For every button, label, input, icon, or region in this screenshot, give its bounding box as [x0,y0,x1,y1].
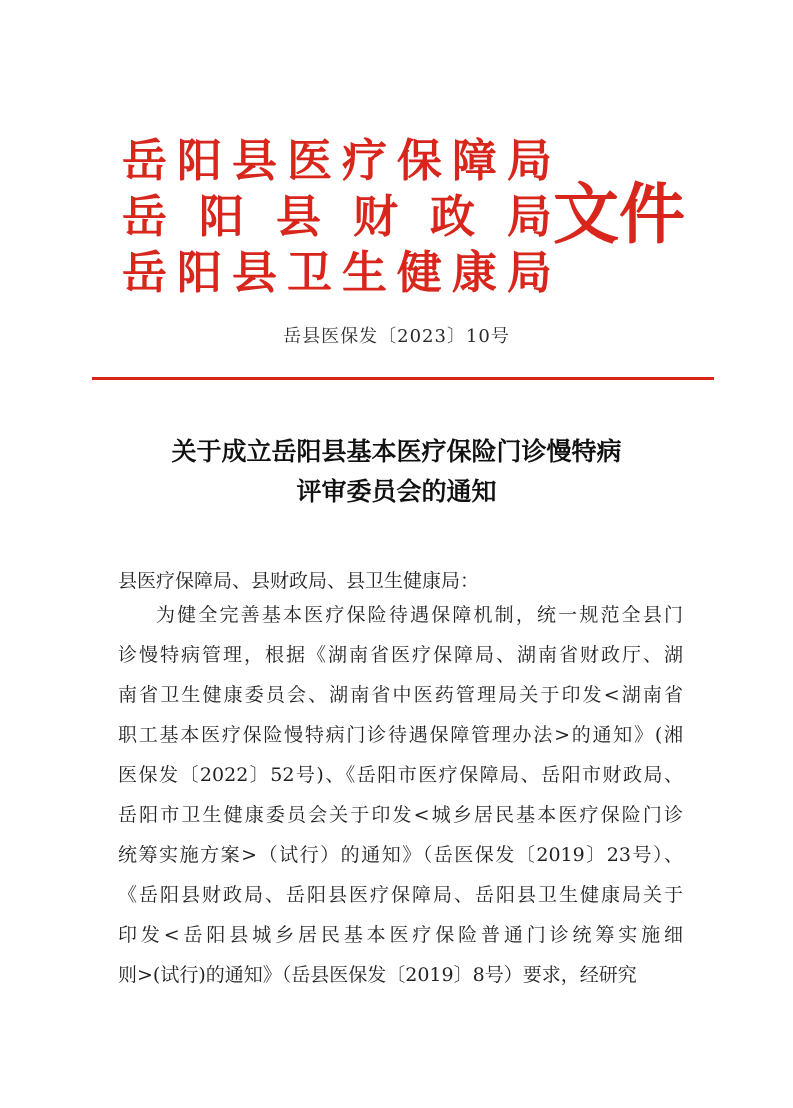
body-line: 印发<岳阳县城乡居民基本医疗保险普通门诊统筹实施细 [118,924,683,946]
recipients: 县医疗保障局、县财政局、县卫生健康局： [118,570,480,592]
document-number: 岳县医保发〔2023〕10号 [283,326,510,347]
body-line: 岳阳市卫生健康委员会关于印发<城乡居民基本医疗保险门诊 [118,804,683,826]
red-divider-line [92,377,714,380]
body-line: 统筹实施方案>（试行）的通知》（岳医保发〔2019〕23号）、 [118,844,683,866]
title-line-1: 关于成立岳阳县基本医疗保险门诊慢特病 [171,437,622,466]
body-line: 《岳阳县财政局、岳阳县医疗保障局、岳阳县卫生健康局关于 [118,884,683,906]
body-paragraph [118,595,683,995]
title-line-2: 评审委员会的通知 [296,477,497,506]
body-line: 诊慢特病管理，根据《湖南省医疗保障局、湖南省财政厅、湖 [118,644,683,666]
document-label: 文件 [553,175,685,253]
body-line: 医保发〔2022〕52号)、《岳阳市医疗保障局、岳阳市财政局、 [118,764,683,786]
document-title [90,432,703,512]
body-line: 则>(试行)的通知》（岳县医保发〔2019〕8号）要求，经研究 [118,964,637,986]
issuer-line-finance: 岳 阳 县 财 政 局 [122,190,552,243]
body-line: 为健全完善基本医疗保险待遇保障机制，统一规范全县门 [156,604,683,626]
issuer-line-health: 岳 阳 县 卫 生 健 康 局 [122,246,552,299]
issuing-agencies [122,133,552,301]
body-line: 职工基本医疗保险慢特病门诊待遇保障管理办法>的通知》(湘 [118,724,683,746]
body-line: 南省卫生健康委员会、湖南省中医药管理局关于印发<湖南省 [118,684,683,706]
issuer-line-medical-security: 岳 阳 县 医 疗 保 障 局 [122,134,552,187]
